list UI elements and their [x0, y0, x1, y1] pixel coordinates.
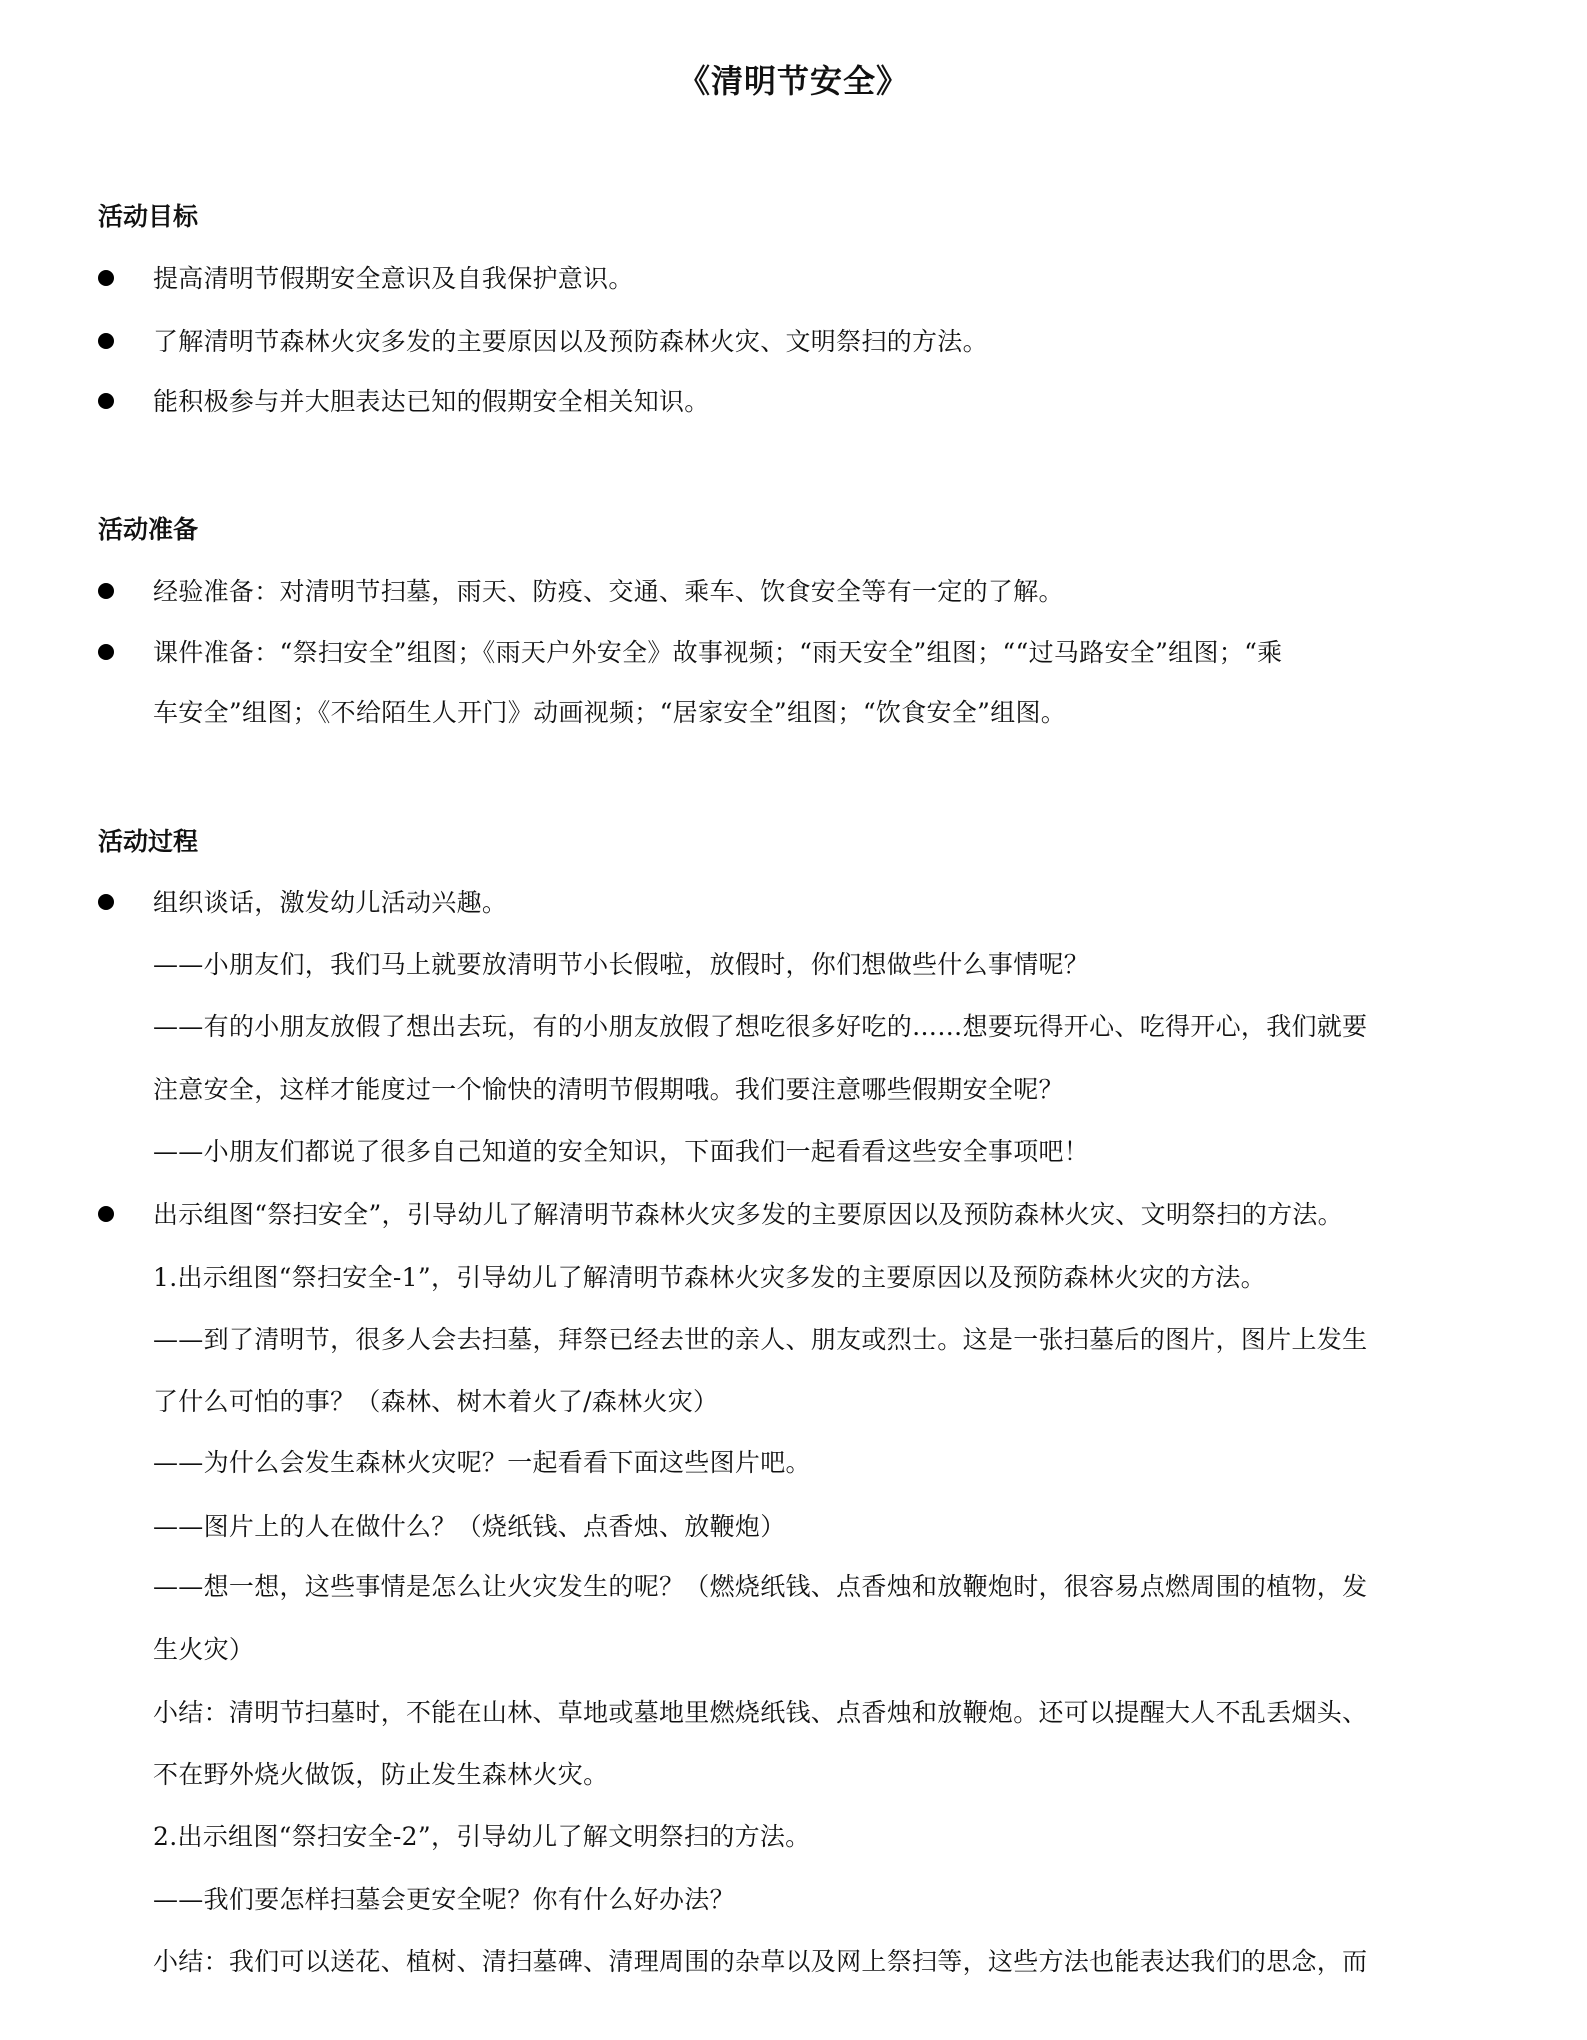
- bullet-icon: [98, 894, 114, 910]
- process-summary: 小结：我们可以送花、植树、清扫墓碑、清理周围的杂草以及网上祭扫等，这些方法也能表达我们的思念，而: [153, 1947, 1368, 1976]
- bullet-icon: [98, 583, 114, 599]
- process-dialogue: ——到了清明节，很多人会去扫墓，拜祭已经去世的亲人、朋友或烈士。这是一张扫墓后的图片，图片上发生: [153, 1325, 1368, 1354]
- process-step: 出示组图“祭扫安全”，引导幼儿了解清明节森林火灾多发的主要原因以及预防森林火灾、文明祭扫的方法。: [153, 1200, 1343, 1229]
- process-dialogue: ——有的小朋友放假了想出去玩，有的小朋友放假了想吃很多好吃的……想要玩得开心、吃得开心，我们就要: [153, 1012, 1368, 1041]
- goal-item: 提高清明节假期安全意识及自我保护意识。: [153, 264, 634, 293]
- process-dialogue: ——我们要怎样扫墓会更安全呢？你有什么好办法？: [153, 1885, 735, 1914]
- process-dialogue-continuation: 生火灾）: [153, 1635, 255, 1664]
- bullet-icon: [98, 270, 114, 286]
- goal-item: 能积极参与并大胆表达已知的假期安全相关知识。: [153, 387, 710, 416]
- preparation-item-continuation: 车安全”组图；《不给陌生人开门》动画视频；“居家安全”组图；“饮食安全”组图。: [153, 698, 1067, 727]
- process-substep: 2.出示组图“祭扫安全-2”，引导幼儿了解文明祭扫的方法。: [153, 1822, 811, 1851]
- process-dialogue: ——小朋友们都说了很多自己知道的安全知识，下面我们一起看看这些安全事项吧！: [153, 1137, 1090, 1166]
- process-dialogue: ——想一想，这些事情是怎么让火灾发生的呢？（燃烧纸钱、点香烛和放鞭炮时，很容易点燃周围的植物，发: [153, 1572, 1368, 1601]
- process-summary-continuation: 不在野外烧火做饭，防止发生森林火灾。: [153, 1760, 609, 1789]
- process-substep: 1.出示组图“祭扫安全-1”，引导幼儿了解清明节森林火灾多发的主要原因以及预防森林火灾的方法。: [153, 1263, 1266, 1292]
- process-dialogue-continuation: 了什么可怕的事？（森林、树木着火了/森林火灾）: [153, 1387, 719, 1416]
- process-dialogue-continuation: 注意安全，这样才能度过一个愉快的清明节假期哦。我们要注意哪些假期安全呢？: [153, 1075, 1064, 1104]
- goal-item: 了解清明节森林火灾多发的主要原因以及预防森林火灾、文明祭扫的方法。: [153, 327, 988, 356]
- document-title: 《清明节安全》: [677, 62, 909, 100]
- bullet-icon: [98, 333, 114, 349]
- section-heading-preparation: 活动准备: [98, 515, 199, 544]
- process-step: 组织谈话，激发幼儿活动兴趣。: [153, 888, 508, 917]
- bullet-icon: [98, 1206, 114, 1222]
- preparation-item: 经验准备：对清明节扫墓，雨天、防疫、交通、乘车、饮食安全等有一定的了解。: [153, 577, 1064, 606]
- bullet-icon: [98, 644, 114, 660]
- preparation-item: 课件准备：“祭扫安全”组图；《雨天户外安全》故事视频；“雨天安全”组图；““过马路安全”组图；“乘: [153, 638, 1283, 667]
- section-heading-goals: 活动目标: [98, 202, 199, 231]
- bullet-icon: [98, 393, 114, 409]
- process-dialogue: ——为什么会发生森林火灾呢？一起看看下面这些图片吧。: [153, 1448, 811, 1477]
- process-dialogue: ——小朋友们，我们马上就要放清明节小长假啦，放假时，你们想做些什么事情呢？: [153, 950, 1090, 979]
- process-summary: 小结：清明节扫墓时，不能在山林、草地或墓地里燃烧纸钱、点香烛和放鞭炮。还可以提醒大人不乱丢烟头、: [153, 1698, 1368, 1727]
- section-heading-process: 活动过程: [98, 827, 199, 856]
- process-dialogue: ——图片上的人在做什么？（烧纸钱、点香烛、放鞭炮）: [153, 1512, 786, 1541]
